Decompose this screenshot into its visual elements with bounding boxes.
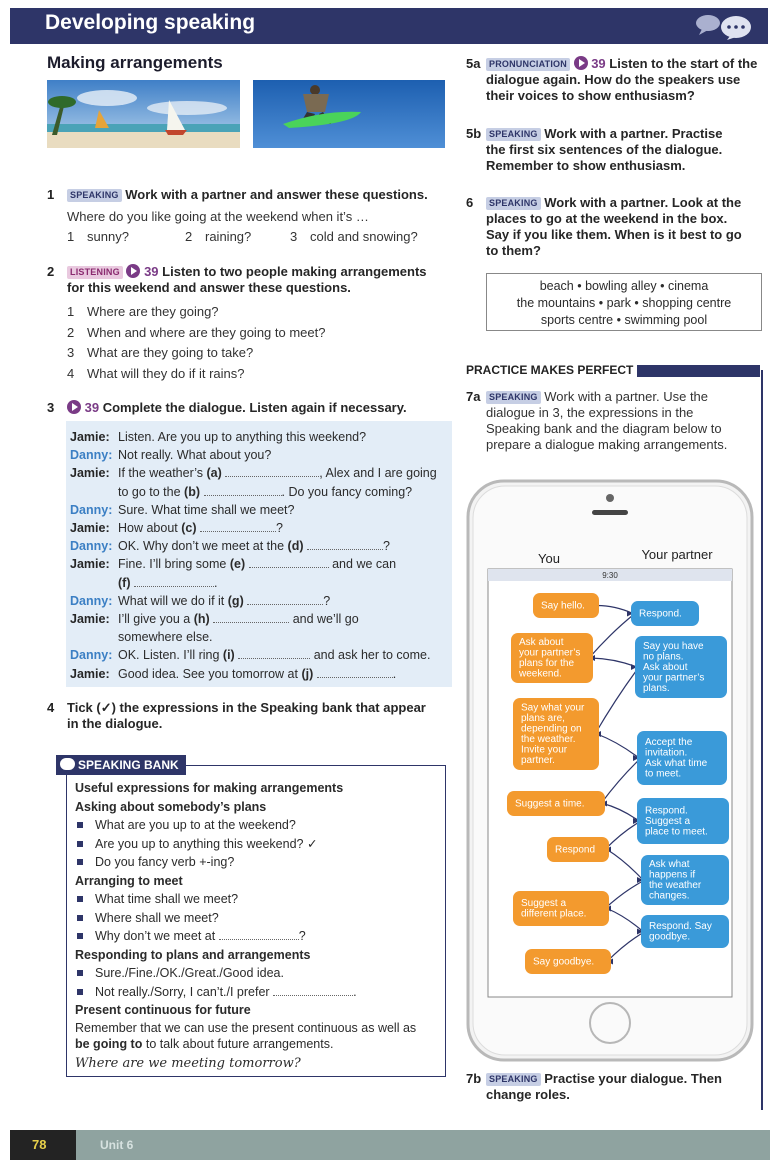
instruction: Work with a partner and answer these questions. (125, 187, 428, 202)
you-step-box-text: different place. (521, 908, 587, 920)
dialogue-line (70, 537, 446, 555)
header-bar (10, 8, 768, 44)
footer-bar (10, 1130, 770, 1160)
partner-step-box-text: place to meet. (645, 826, 708, 838)
blank-line (219, 929, 299, 940)
line-text: somewhere else. (118, 630, 213, 645)
blank-line (273, 985, 353, 996)
you-step-box-text: your partner’s (519, 647, 581, 659)
partner-step-box (631, 601, 699, 626)
instruction: Complete the dialogue. Listen again if necessary. (102, 400, 407, 415)
you-step-box-text: Say what your (521, 702, 585, 714)
partner-step-box-text: invitation. (645, 747, 688, 759)
exercise-number: 6 (466, 195, 474, 210)
options-row (47, 229, 452, 245)
page-number: 78 (10, 1130, 76, 1160)
option-text: cold and snowing? (310, 229, 418, 244)
column-partner-label: Your partner (641, 547, 713, 562)
page-title: Developing speaking (45, 11, 256, 34)
instruction: Listen to the start of the (609, 56, 758, 71)
line-text: to go to the (118, 484, 181, 499)
speaking-tag: SPEAKING (67, 189, 122, 202)
line-text: ? (276, 521, 283, 536)
you-step-box (507, 791, 605, 816)
question-text: Where are they going? (87, 304, 219, 319)
gap-i-blank[interactable] (238, 648, 310, 659)
beach-photo (47, 80, 240, 148)
list-item: Are you up to anything this weekend? ✓ (75, 835, 437, 854)
partner-step-box-text: happens if (649, 869, 696, 881)
line-text: OK. Why don’t we meet at the (118, 539, 285, 554)
exercise-number: 1 (47, 187, 55, 202)
gap-label: (c) (181, 521, 197, 536)
speaker-danny: Danny: (70, 502, 113, 517)
question-number: 2 (67, 324, 75, 340)
you-step-box-text: partner. (521, 755, 555, 766)
pronunciation-tag: PRONUNCIATION (486, 58, 570, 71)
dialogue-line (70, 501, 446, 519)
speaker-jamie: Jamie: (70, 466, 110, 481)
question-list (47, 302, 452, 384)
question-number: 3 (67, 345, 75, 360)
dialogue-line (70, 646, 446, 664)
list-item (67, 364, 452, 385)
list-item (67, 323, 452, 344)
instruction-cont: Remember to show enthusiasm. (486, 158, 686, 173)
speech-bubble-icon (60, 758, 75, 770)
gap-label: (e) (229, 557, 246, 572)
dialogue-line (70, 574, 446, 592)
speaking-tag: SPEAKING (486, 391, 541, 404)
instruction: Work with a partner. Look at the (544, 195, 742, 210)
item-text: ? (298, 929, 306, 943)
instruction-cont: for this weekend and answer these questions. (67, 280, 351, 295)
line-text: What will we do if it (118, 593, 225, 608)
option-number: 1 (67, 229, 75, 244)
gap-label: (b) (184, 484, 201, 499)
gap-label: (h) (193, 612, 210, 627)
dialogue-line (70, 519, 446, 537)
partner-step-box-text: Respond. (639, 608, 682, 620)
instruction-cont: places to go at the weekend in the box. (486, 211, 728, 226)
handwritten-example: Where are we meeting tomorrow? (75, 1055, 301, 1071)
instruction-cont: their voices to show enthusiasm? (486, 88, 695, 103)
bank-section-title: Responding to plans and arrangements (75, 947, 311, 962)
speaking-bank-box (66, 765, 446, 1077)
line-text: Good idea. See you tomorrow at (118, 666, 298, 681)
note-bold: be going to (75, 1037, 143, 1051)
speaker-jamie: Jamie: (70, 430, 110, 444)
bank-tag-label: SPEAKING BANK (78, 758, 179, 772)
speaker-danny: Danny: (70, 648, 113, 663)
list-item: Sure./Fine./OK./Great./Good idea. (75, 964, 437, 983)
speech-bubbles-icon (686, 12, 756, 40)
list-item (75, 927, 437, 946)
dialogue-line (70, 555, 446, 573)
exercise-number: 5b (466, 126, 482, 141)
bank-section-title: Asking about somebody’s plans (75, 799, 267, 814)
partner-step-box (641, 855, 729, 905)
column-you-label: You (538, 551, 560, 566)
bank-heading: Useful expressions for making arrangements (75, 781, 344, 795)
question-prompt: Where do you like going at the weekend when it’s … (67, 209, 369, 224)
partner-step-box-text: the weather (649, 880, 702, 891)
you-step-box-text: Respond (555, 844, 596, 856)
bank-section-title: Present continuous for future (75, 1003, 251, 1017)
instruction-cont: the first six sentences of the dialogue. (486, 142, 723, 157)
question-text: What are they going to take? (87, 345, 254, 360)
partner-step-box (637, 798, 729, 844)
speaking-bank-tag (56, 755, 186, 775)
play-audio-icon[interactable] (574, 56, 588, 70)
partner-step-box-text: your partner’s (643, 672, 705, 684)
places-word-box (486, 273, 762, 331)
speaker-danny: Danny: (70, 593, 113, 608)
instruction-cont: dialogue in 3, the expressions in the (486, 405, 694, 420)
phone-speaker (592, 510, 628, 515)
option-number: 2 (185, 229, 193, 244)
partner-step-box-text: Say you have (643, 640, 704, 652)
exercise-4 (47, 700, 452, 732)
partner-step-box-text: Suggest a (645, 815, 691, 827)
you-step-box-text: the weather. (521, 734, 576, 745)
line-text: Fine. I’ll bring some (118, 557, 227, 572)
word-box-line: the mountains • park • shopping centre (516, 296, 732, 310)
status-time: 9:30 (602, 571, 618, 580)
you-step-box-text: weekend. (519, 668, 562, 680)
you-step-box-text: plans for the (519, 658, 575, 669)
dialogue-line (70, 428, 446, 446)
partner-step-box-text: plans. (643, 682, 670, 694)
option-number: 3 (290, 229, 298, 244)
list-item: Where shall we meet? (75, 909, 437, 928)
instruction: Work with a partner. Practise (544, 126, 723, 141)
dialogue-line (70, 665, 446, 683)
you-step-box-text: depending on (521, 723, 582, 735)
banner-side-rule (761, 370, 763, 1110)
line-text: I’ll give you a (118, 612, 191, 627)
track-number: 39 (84, 400, 100, 415)
line-text: . (392, 666, 397, 681)
instruction-cont: Say if you like them. When is it best to go (486, 227, 742, 242)
question-number: 1 (67, 304, 75, 319)
gap-label: (f) (118, 575, 131, 590)
dialogue-line (70, 483, 446, 501)
line-text: If the weather’s (118, 466, 204, 481)
dialogue-line (70, 592, 446, 610)
instruction: Practise your dialogue. Then (544, 1071, 722, 1086)
speaker-jamie: Jamie: (70, 521, 110, 536)
dialogue-line (70, 628, 446, 646)
you-step-box (547, 837, 609, 862)
dialogue-line (70, 446, 446, 464)
partner-step-box (637, 731, 727, 785)
you-step-box-text: plans are, (521, 713, 565, 724)
partner-step-box (641, 915, 729, 948)
you-step-box-text: Say goodbye. (533, 956, 595, 968)
exercise-7a (466, 389, 766, 453)
you-step-box (513, 891, 609, 926)
partner-step-box-text: changes. (649, 890, 690, 902)
line-text: , Alex and I are going (319, 466, 437, 481)
gap-a-blank[interactable] (225, 466, 319, 477)
partner-step-box-text: goodbye. (649, 931, 691, 943)
gap-label: (d) (287, 539, 304, 554)
gap-label: (i) (222, 648, 235, 663)
speaking-tag: SPEAKING (486, 197, 541, 210)
speaking-tag: SPEAKING (486, 1073, 541, 1086)
exercise-number: 7b (466, 1071, 482, 1086)
instruction-cont: in the dialogue. (67, 716, 163, 731)
line-text: and ask her to come. (313, 648, 431, 663)
word-box-line: beach • bowling alley • cinema (539, 279, 709, 293)
question-number: 4 (67, 365, 75, 381)
line-text: ? (382, 539, 390, 554)
you-step-box-text: Suggest a time. (515, 798, 585, 810)
gap-c-blank[interactable] (200, 521, 276, 532)
partner-step-box-text: no plans. (643, 651, 684, 663)
gap-h-blank[interactable] (213, 612, 289, 623)
instruction-cont: change roles. (486, 1087, 570, 1102)
exercise-5b (466, 126, 766, 174)
item-text: Why don’t we meet at (95, 929, 216, 943)
speaker-jamie: Jamie: (70, 557, 110, 572)
line-text: Listen. Are you up to anything this weekend? (118, 430, 367, 444)
you-step-box (511, 633, 593, 683)
instruction-cont: prepare a dialogue making arrangements. (486, 437, 728, 452)
line-text: OK. Listen. I’ll ring (118, 648, 220, 663)
grammar-note (75, 1020, 437, 1053)
list-item (75, 983, 437, 1002)
instruction: Work with a partner. Use the (544, 389, 709, 404)
partner-step-box (635, 636, 727, 698)
practice-label: PRACTICE MAKES PERFECT (466, 363, 637, 377)
gap-f-blank[interactable] (134, 576, 214, 587)
practice-makes-perfect-banner (466, 363, 766, 379)
list-item (67, 343, 452, 364)
partner-step-box-text: Respond. (645, 805, 688, 817)
you-step-box-text: Suggest a (521, 898, 567, 909)
question-text: When and where are they going to meet? (87, 324, 326, 340)
listening-tag: LISTENING (67, 266, 123, 279)
track-number: 39 (144, 264, 159, 279)
play-audio-icon[interactable] (67, 400, 81, 414)
exercise-number: 5a (466, 56, 481, 71)
list-item: What time shall we meet? (75, 890, 437, 909)
line-text: . Do you fancy coming? (281, 484, 413, 499)
instruction: Listen to two people making arrangements (162, 264, 427, 279)
note-text: Remember that we can use the present continuous as well as (75, 1020, 417, 1035)
unit-label: Unit 6 (100, 1138, 134, 1152)
you-step-box-text: Say hello. (541, 600, 585, 612)
line-text: Not really. What about you? (118, 448, 272, 463)
option-text: sunny? (87, 229, 129, 244)
line-text: Sure. What time shall we meet? (118, 502, 295, 517)
exercise-6 (466, 195, 768, 259)
partner-step-box-text: Ask what time (645, 758, 708, 769)
line-text: . (213, 575, 218, 590)
word-box-line: sports centre • swimming pool (540, 313, 708, 327)
partner-step-box-text: Ask what (649, 859, 690, 870)
list-item: What are you up to at the weekend? (75, 816, 437, 835)
exercise-3 (47, 400, 452, 416)
you-step-box-text: Ask about (519, 637, 564, 648)
list-item: Do you fancy verb +-ing? (75, 853, 437, 872)
you-step-box (533, 593, 599, 618)
speaker-danny: Danny: (70, 539, 113, 554)
instruction-cont: dialogue again. How do the speakers use (486, 72, 741, 87)
exercise-2 (47, 264, 452, 384)
exercise-5a (466, 56, 766, 104)
line-text: and we can (332, 557, 397, 572)
track-number: 39 (591, 56, 606, 71)
gap-g-blank[interactable] (247, 594, 323, 605)
exercise-1 (47, 187, 452, 245)
page (10, 8, 770, 1160)
list-item (67, 302, 452, 323)
speaker-jamie: Jamie: (70, 666, 110, 681)
note-text: to talk about future arrangements. (145, 1037, 334, 1051)
phone-flow-diagram (465, 478, 755, 1063)
partner-step-box-text: to meet. (645, 768, 682, 780)
exercise-7b (466, 1071, 766, 1103)
speaker-danny: Danny: (70, 448, 113, 463)
line-text: How about (118, 521, 178, 536)
dialogue-line (70, 610, 446, 628)
gap-label: (j) (301, 666, 314, 681)
home-button[interactable] (590, 1003, 630, 1043)
item-text: Not really./Sorry, I can’t./I prefer (95, 984, 270, 999)
bank-section-title: Arranging to meet (75, 873, 183, 888)
gap-label: (g) (227, 593, 244, 608)
gap-b-blank[interactable] (204, 485, 282, 496)
phone-camera (606, 494, 614, 502)
exercise-number: 2 (47, 264, 55, 279)
dialogue-line (70, 464, 446, 482)
instruction-cont: Speaking bank and the diagram below to (486, 421, 722, 436)
line-text: ? (323, 593, 331, 608)
instruction-cont: to them? (486, 243, 541, 258)
exercise-number: 3 (47, 400, 55, 415)
gap-j-blank[interactable] (317, 667, 393, 678)
gap-d-blank[interactable] (307, 539, 383, 550)
partner-step-box-text: Respond. Say (649, 921, 712, 932)
question-text: What will they do if it rains? (87, 365, 245, 381)
speaking-tag: SPEAKING (486, 128, 541, 141)
you-step-box-text: Invite your (521, 744, 568, 756)
line-text: and we’ll go (292, 612, 359, 627)
play-audio-icon[interactable] (126, 264, 140, 278)
option-text: raining? (205, 229, 252, 244)
you-step-box (513, 698, 599, 770)
section-title: Making arrangements (47, 53, 223, 72)
gap-label: (a) (206, 466, 222, 481)
you-step-box (525, 949, 611, 974)
partner-step-box-text: Accept the (645, 737, 693, 748)
snowboarder-photo (253, 80, 445, 148)
exercise-number: 4 (47, 700, 55, 715)
instruction: Tick (✓) the expressions in the Speaking bank that appear (67, 700, 426, 715)
partner-step-box-text: Ask about (643, 661, 688, 673)
exercise-number: 7a (466, 389, 481, 404)
item-text: . (353, 984, 357, 999)
gap-e-blank[interactable] (249, 557, 329, 568)
speaker-jamie: Jamie: (70, 612, 110, 627)
dialogue-box (66, 421, 452, 687)
